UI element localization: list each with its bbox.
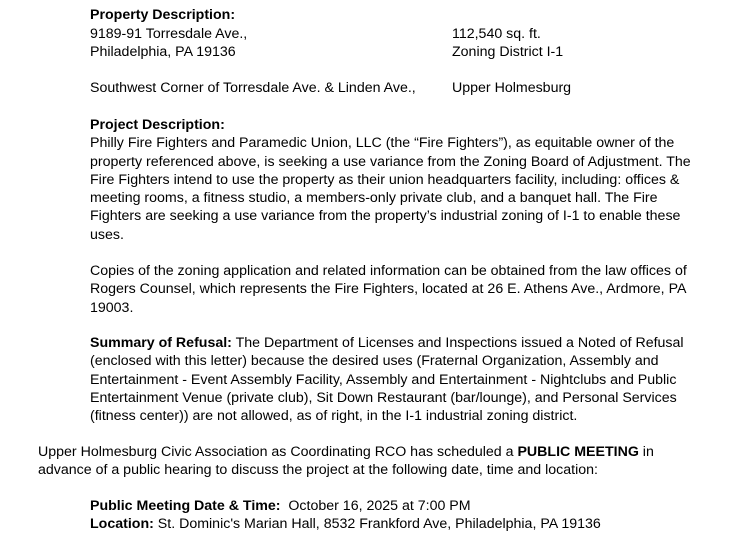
refusal-line: (fitness center)) are not allowed, as of right, in the I-1 industrial zoning district. xyxy=(90,408,578,425)
refusal-section xyxy=(90,334,718,425)
refusal-first-line xyxy=(90,334,718,352)
project-section xyxy=(90,116,718,244)
property-corner: Southwest Corner of Torresdale Ave. & Linden Ave., xyxy=(90,80,416,96)
meeting-notice-text-end: in xyxy=(638,444,654,460)
project-line: property referenced above, is seeking a use variance from the Zoning Board of Adjustment. The xyxy=(90,153,691,170)
meeting-location-label: Location: xyxy=(90,516,154,533)
copies-line: 19003. xyxy=(90,299,134,316)
property-row-1 xyxy=(90,25,718,43)
project-line: Fighters are seeking a use variance from the property’s industrial zoning of I-1 to enable these xyxy=(90,208,681,225)
refusal-label: Summary of Refusal: xyxy=(90,335,232,351)
project-heading: Project Description: xyxy=(90,117,225,133)
project-line: Philly Fire Fighters and Paramedic Union, LLC (the “Fire Fighters”), as equitable owner of the xyxy=(90,135,675,152)
property-row-3 xyxy=(90,79,718,97)
property-area: 112,540 sq. ft. xyxy=(452,25,541,42)
property-row-2 xyxy=(90,43,718,61)
property-zoning: Zoning District I-1 xyxy=(452,44,564,60)
copies-line: Rogers Counsel, which represents the Fire Fighters, located at 26 E. Athens Ave., Ardmore, PA xyxy=(90,281,687,298)
meeting-notice-line2: advance of a public hearing to discuss the project at the following date, time and location: xyxy=(38,462,598,479)
refusal-first-line-text: The Department of Licenses and Inspections issued a Noted of Refusal xyxy=(231,335,684,351)
property-address-line2: Philadelphia, PA 19136 xyxy=(90,44,236,60)
project-line: meeting rooms, a fitness studio, a members-only private club, and a banquet hall. The Fire xyxy=(90,190,658,207)
copies-line: Copies of the zoning application and related information can be obtained from the law offices of xyxy=(90,263,687,279)
project-line: uses. xyxy=(90,226,124,243)
copies-section xyxy=(90,262,718,317)
meeting-date-value: October 16, 2025 at 7:00 PM xyxy=(280,498,471,514)
meeting-notice xyxy=(38,443,718,480)
refusal-line: (enclosed with this letter) because the desired uses (Fraternal Organization, Assembly and xyxy=(90,353,659,370)
meeting-date-label: Public Meeting Date & Time: xyxy=(90,498,281,514)
property-heading: Property Description: xyxy=(90,7,236,23)
refusal-line: Entertainment - Event Assembly Facility, Assembly and Entertainment - Nightclubs and Public xyxy=(90,371,677,388)
meeting-notice-line1 xyxy=(38,443,718,461)
refusal-line: Entertainment Venue (private club), Sit Down Restaurant (bar/lounge), and Personal Services xyxy=(90,389,677,406)
public-meeting-emphasis: PUBLIC MEETING xyxy=(517,444,639,460)
meeting-notice-text: Upper Holmesburg Civic Association as Coordinating RCO has scheduled a xyxy=(38,444,518,460)
property-heading-row xyxy=(90,6,718,24)
meeting-date-line xyxy=(90,497,718,515)
meeting-details xyxy=(90,497,718,534)
property-address-line1: 9189-91 Torresdale Ave., xyxy=(90,25,248,42)
meeting-location-line xyxy=(90,515,718,533)
meeting-location-value: St. Dominic's Marian Hall, 8532 Frankford Ave, Philadelphia, PA 19136 xyxy=(153,516,601,533)
project-line: Fire Fighters intend to use the property as their union headquarters facility, including: offices & xyxy=(90,171,680,188)
property-neighborhood: Upper Holmesburg xyxy=(452,80,572,96)
